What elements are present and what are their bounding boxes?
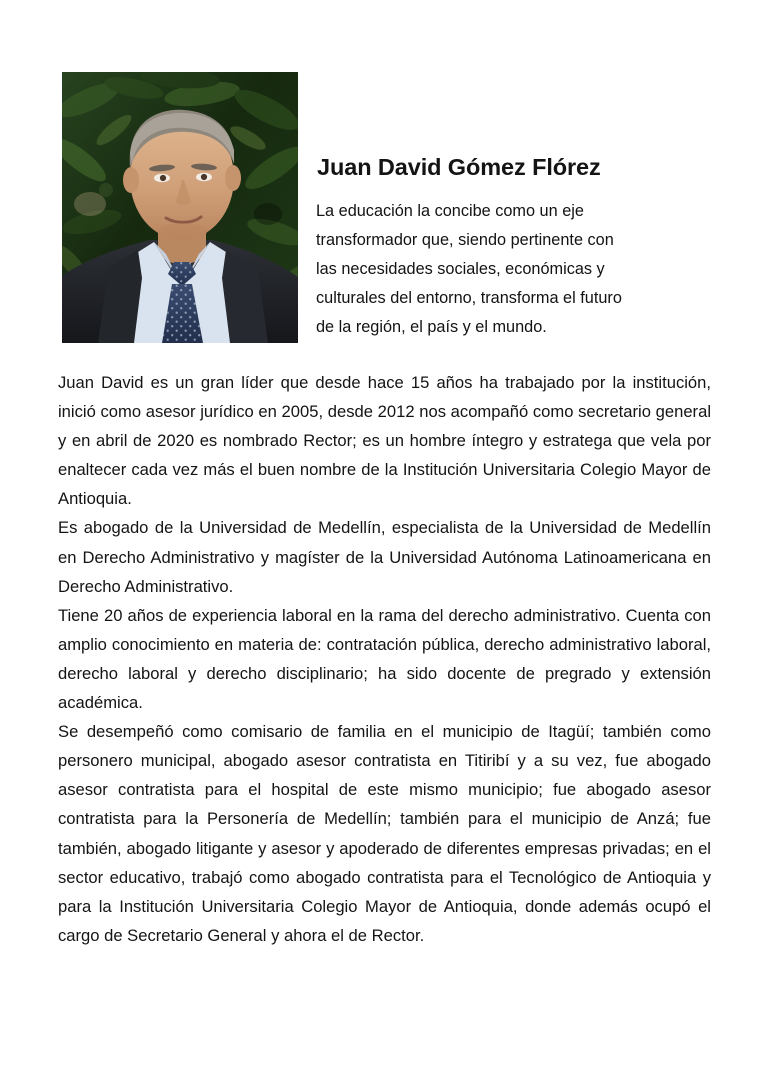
quote-line: transformador que, siendo pertinente con	[316, 231, 614, 249]
biography-paragraph: Es abogado de la Universidad de Medellín, especialista de la Universidad de Medellín en Derecho Administrativo y magíster de la Universidad Autónoma Latinoamericana en Derecho Administrativo.	[58, 518, 711, 596]
profile-quote	[316, 197, 716, 342]
page-title: Juan David Gómez Flórez	[317, 153, 601, 180]
portrait-photo	[62, 72, 298, 343]
biography-paragraph: Se desempeñó como comisario de familia en el municipio de Itagüí; también como personero municipal, abogado asesor contratista en Titiribí y a su vez, fue abogado asesor contratista para el hospital de este mismo municipio; fue abogado asesor contratista para la Personería de Medellín; también para el municipio de Anzá; fue también, abogado litigante y asesor y apoderado de diferentes empresas privadas; en el sector educativo, trabajó como abogado contratista para el Tecnológico de Antioquia y para la Institución Universitaria Colegio Mayor de Antioquia, donde además ocupó el cargo de Secretario General y ahora el de Rector.	[58, 722, 711, 945]
biography-body	[58, 368, 711, 950]
quote-line: La educación la concibe como un eje	[316, 202, 584, 220]
quote-line: las necesidades sociales, económicas y	[316, 260, 605, 278]
quote-line: culturales del entorno, transforma el futuro	[316, 289, 622, 307]
biography-paragraph: Juan David es un gran líder que desde hace 15 años ha trabajado por la institución, inició como asesor jurídico en 2005, desde 2012 nos acompañó como secretario general y en abril de 2020 es nombrado Rector; es un hombre íntegro y estratega que vela por enaltecer cada vez más el buen nombre de la Institución Universitaria Colegio Mayor de Antioquia.	[58, 373, 711, 509]
profile-header	[0, 72, 768, 347]
biography-paragraph: Tiene 20 años de experiencia laboral en la rama del derecho administrativo. Cuenta con amplio conocimiento en materia de: contratación pública, derecho administrativo laboral, derecho laboral y derecho disciplinario; ha sido docente de pregrado y extensión académica.	[58, 605, 711, 713]
quote-line: de la región, el país y el mundo.	[316, 318, 547, 336]
